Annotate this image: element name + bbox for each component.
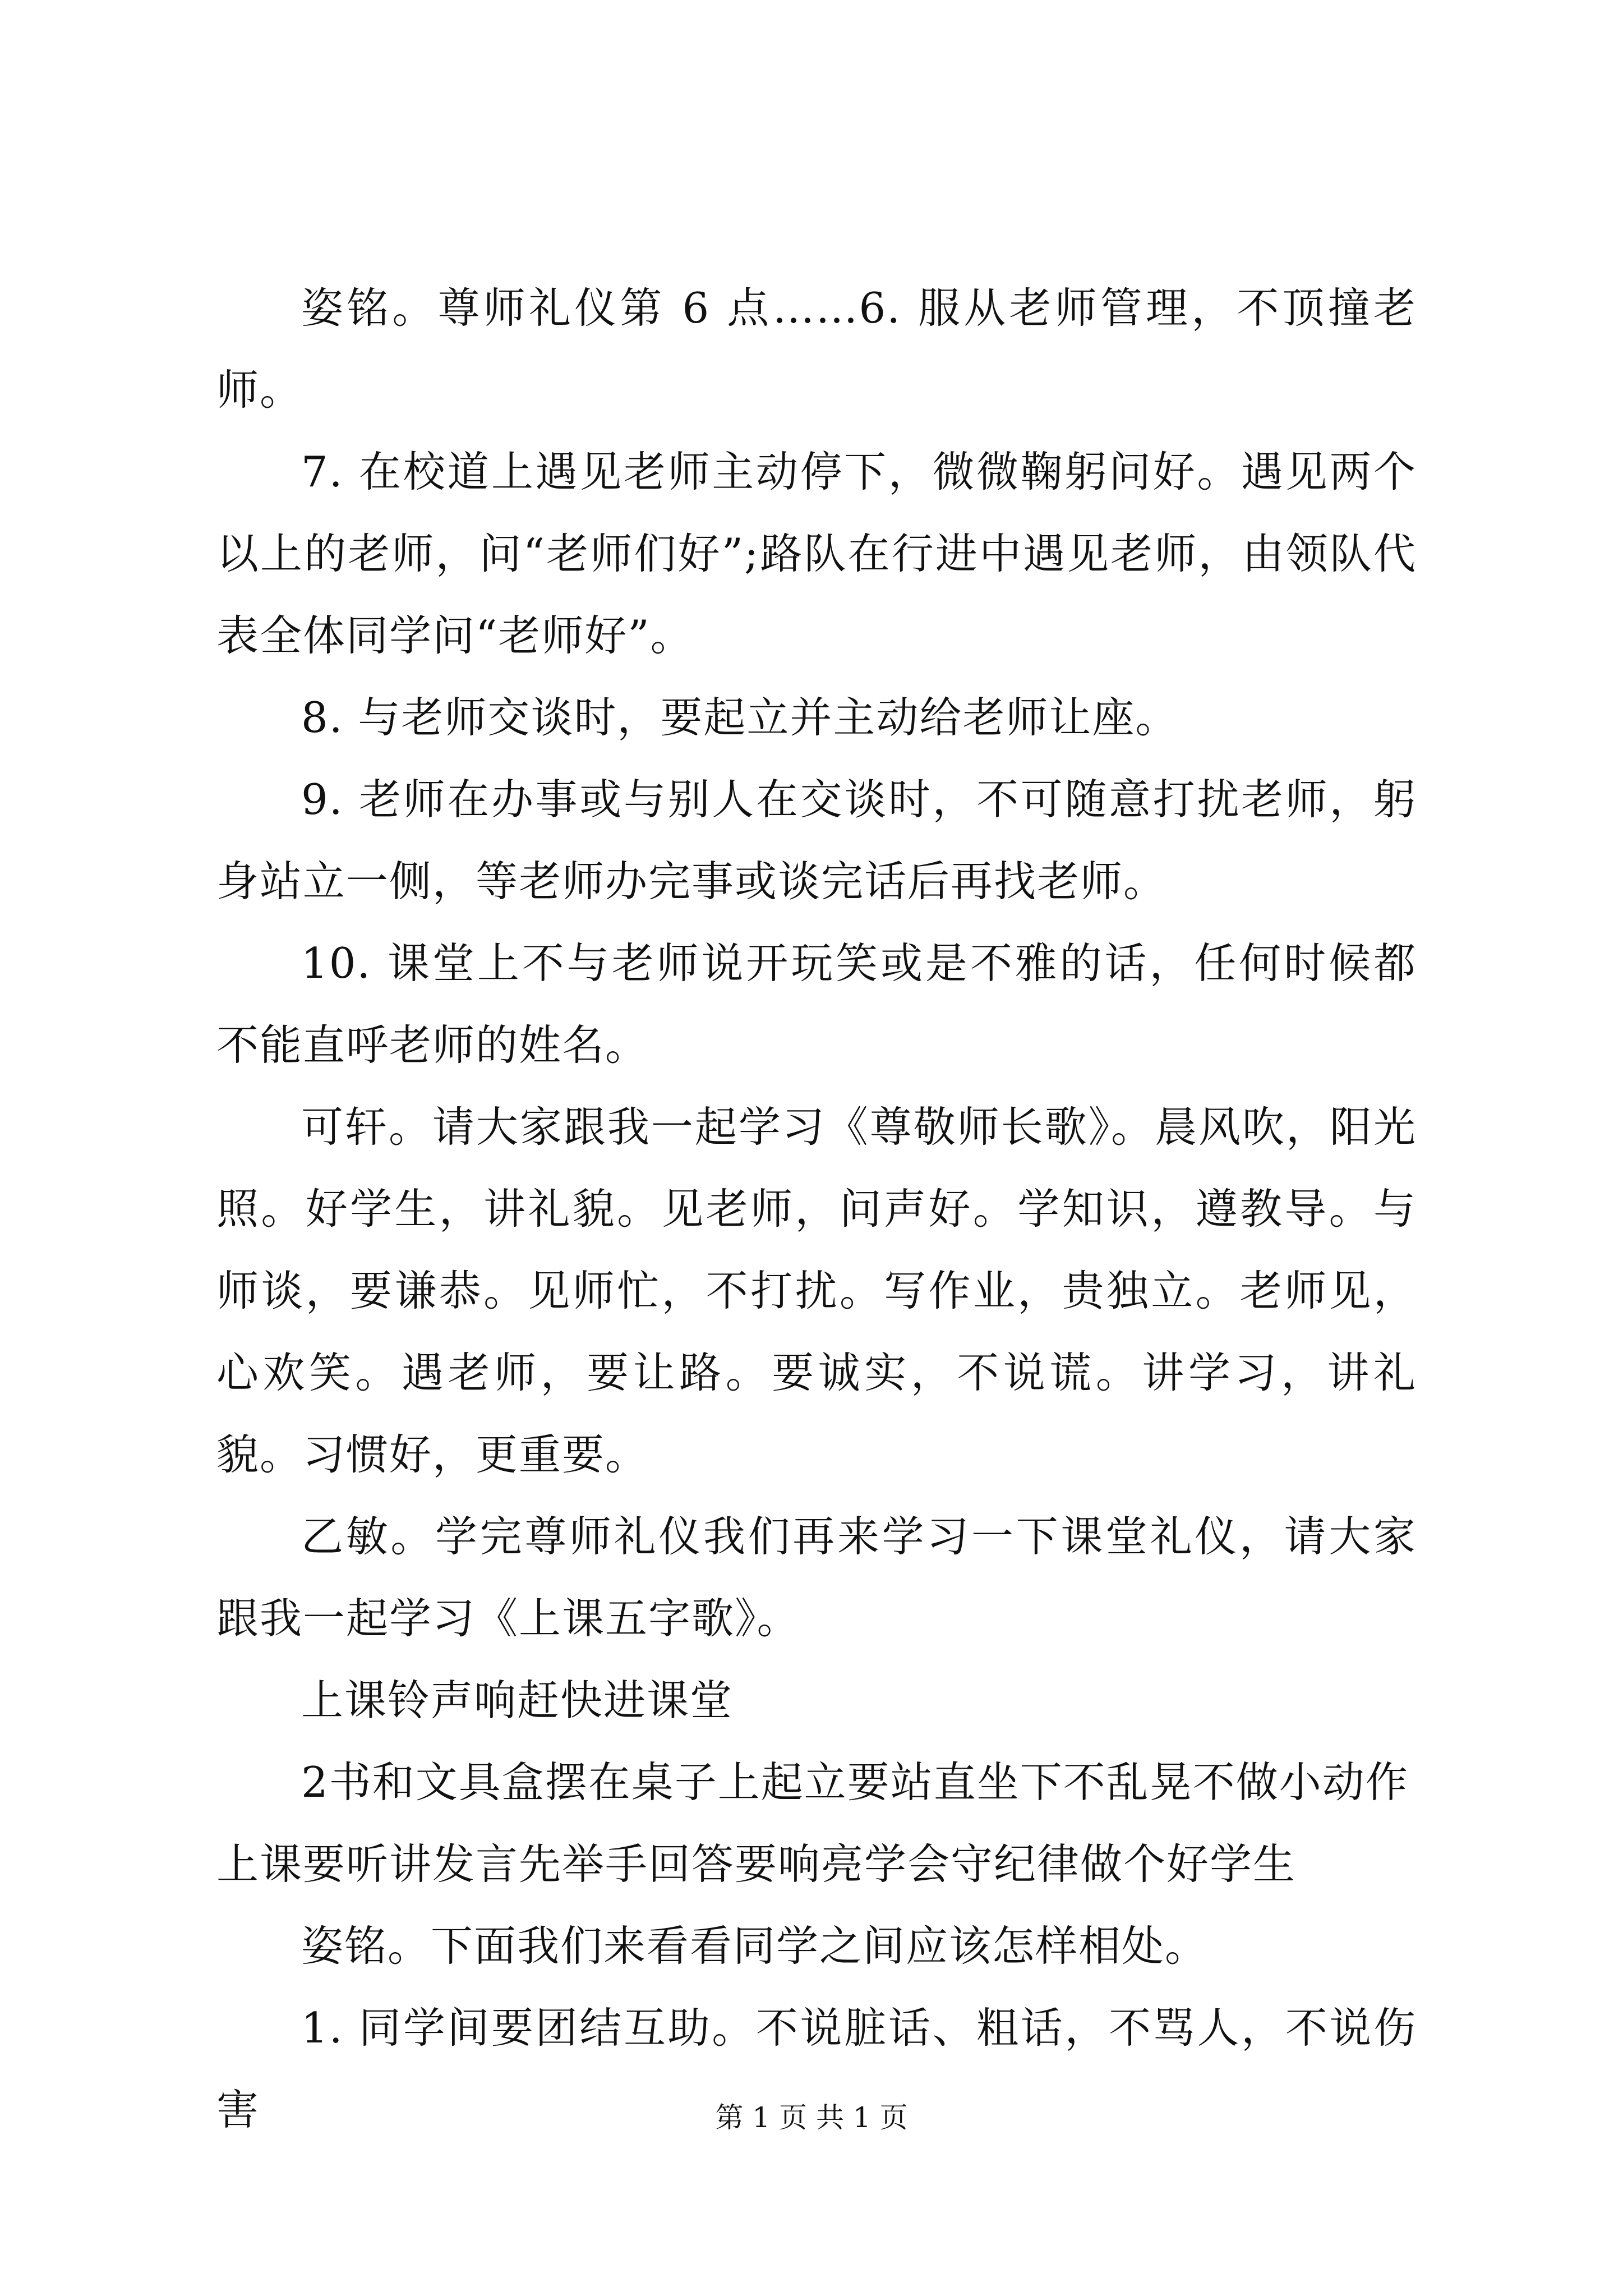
document-body — [216, 267, 1417, 2151]
closing-paragraph-2: 1. 同学间要团结互助。不说脏话、粗话，不骂人，不说伤害 — [216, 2003, 1417, 2134]
song-line-2: 上课要听讲发言先举手回答要响亮学会守纪律做个好学生 — [216, 1839, 1297, 1889]
song-line-1: 2书和文具盒摆在桌子上起立要站直坐下不乱晃不做小动作 — [301, 1757, 1409, 1807]
closing-paragraph-1: 姿铭。下面我们来看看同学之间应该怎样相处。 — [301, 1921, 1209, 1971]
paragraph-8: 上课铃声响赶快进课堂 — [301, 1676, 734, 1725]
paragraph-7: 乙敏。学完尊师礼仪我们再来学习一下课堂礼仪，请大家跟我一起学习《上课五字歌》。 — [216, 1512, 1417, 1643]
paragraph-2: 7. 在校道上遇见老师主动停下，微微鞠躬问好。遇见两个以上的老师，问“老师们好”;路队在行进中遇见老师，由领队代表全体同学问“老师好”。 — [216, 447, 1417, 660]
paragraph-5: 10. 课堂上不与老师说开玩笑或是不雅的话，任何时候都不能直呼老师的姓名。 — [216, 938, 1417, 1070]
paragraph-6: 可轩。请大家跟我一起学习《尊敬师长歌》。晨风吹，阳光照。好学生，讲礼貌。见老师，问声好。学知识，遵教导。与师谈，要谦恭。见师忙，不打扰。写作业，贵独立。老师见，心欢笑。遇老师，要让路。要诚实，不说谎。讲学习，讲礼貌。习惯好，更重要。 — [216, 1102, 1417, 1479]
paragraph-3: 8. 与老师交谈时，要起立并主动给老师让座。 — [301, 693, 1179, 742]
paragraph-1: 姿铭。尊师礼仪第 6 点……6. 服从老师管理，不顶撞老师。 — [216, 283, 1417, 415]
page-footer: 第 1 页 共 1 页 — [715, 2101, 908, 2134]
paragraph-4: 9. 老师在办事或与别人在交谈时，不可随意打扰老师，躬身站立一侧，等老师办完事或谈完话后再找老师。 — [216, 775, 1417, 906]
song-block — [216, 1741, 1417, 1905]
